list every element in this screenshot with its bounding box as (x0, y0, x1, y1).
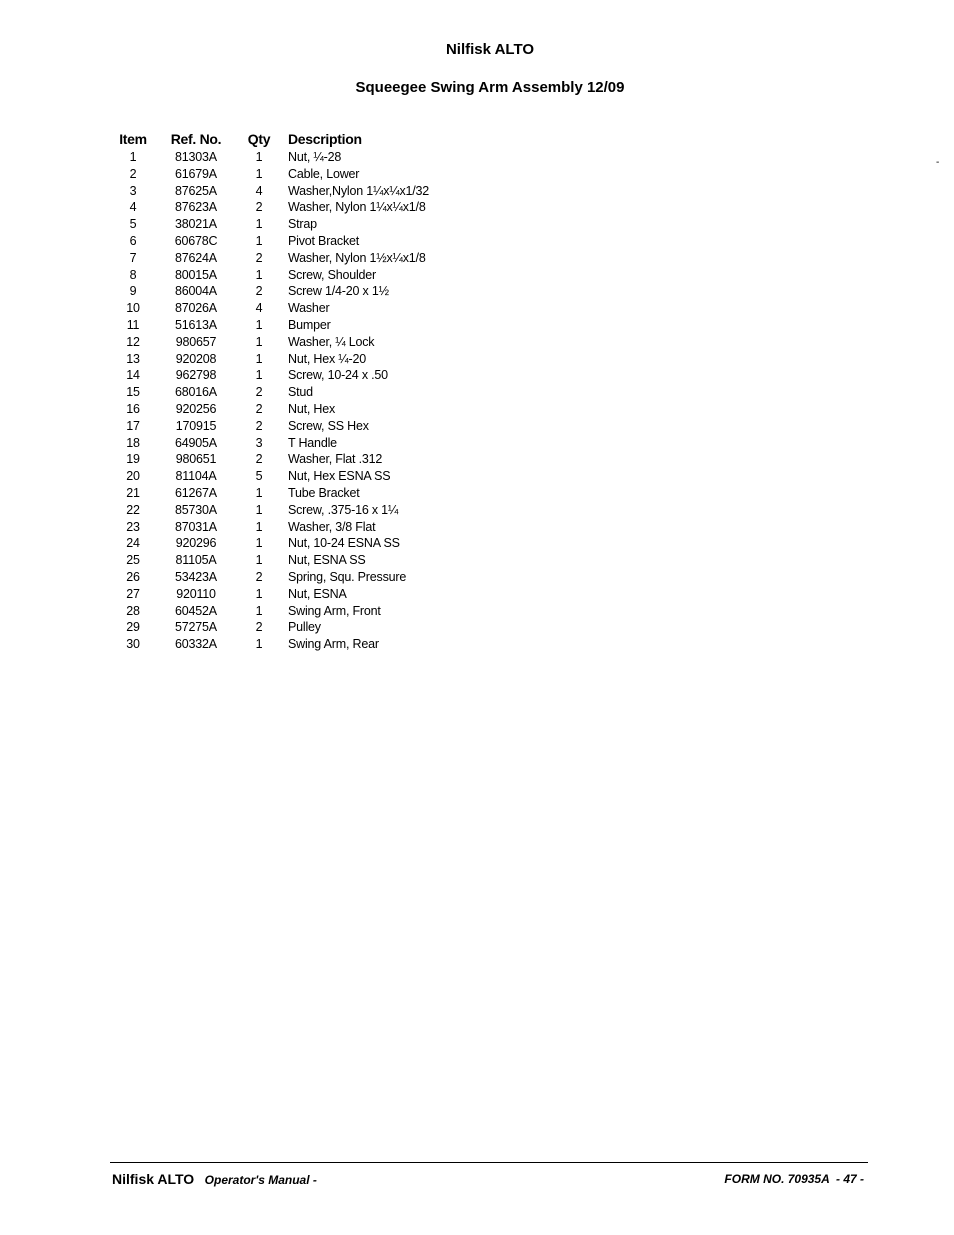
page-title: Squeegee Swing Arm Assembly 12/09 (355, 79, 625, 96)
cell-ref-no: 87624A (175, 250, 217, 265)
cell-description: Washer, Flat .312 (288, 452, 383, 467)
cell-item: 10 (126, 301, 140, 316)
table-row (110, 552, 548, 569)
footer-form-number: FORM NO. 70935A - 47 - (724, 1172, 864, 1186)
table-row (110, 367, 548, 384)
cell-description: Screw, Shoulder (288, 267, 377, 282)
cell-description: Nut, Hex ¼-20 (288, 351, 366, 366)
cell-ref-no: 81104A (175, 469, 217, 484)
cell-description: Washer, Nylon 1¼x¼x1/8 (288, 200, 426, 215)
cell-ref-no: 87625A (175, 183, 217, 198)
column-header-item: Item (119, 131, 147, 147)
cell-description: Washer (288, 301, 330, 316)
cell-qty: 3 (255, 435, 263, 450)
cell-item: 17 (126, 418, 140, 433)
cell-ref-no: 38021A (175, 217, 217, 232)
cell-item: 2 (129, 166, 137, 181)
table-row (110, 216, 548, 233)
cell-description: Pivot Bracket (288, 233, 360, 248)
cell-description: Washer,Nylon 1¼x¼x1/32 (288, 183, 430, 198)
cell-description: Screw, SS Hex (288, 418, 369, 433)
cell-item: 18 (126, 435, 140, 450)
table-row (110, 468, 548, 485)
table-row (110, 283, 548, 300)
table-row (110, 250, 548, 267)
cell-ref-no: 60452A (175, 603, 217, 618)
table-row (110, 233, 548, 250)
parts-table-header (110, 129, 548, 149)
cell-description: Screw, 10-24 x .50 (288, 368, 388, 383)
cell-ref-no: 81303A (175, 150, 217, 164)
column-header-ref-no: Ref. No. (170, 131, 222, 147)
cell-item: 1 (129, 150, 137, 164)
cell-qty: 1 (255, 267, 263, 282)
table-row (110, 535, 548, 552)
cell-description: Washer, Nylon 1½x¼x1/8 (288, 250, 426, 265)
cell-ref-no: 64905A (175, 435, 217, 450)
table-row (110, 166, 548, 183)
table-row (110, 485, 548, 502)
cell-item: 14 (126, 368, 140, 383)
cell-qty: 1 (255, 334, 263, 349)
cell-item: 15 (126, 385, 140, 400)
table-row (110, 603, 548, 620)
cell-item: 7 (129, 250, 137, 265)
cell-qty: 2 (255, 569, 263, 584)
cell-description: Tube Bracket (288, 485, 360, 500)
cell-description: Screw, .375-16 x 1¼ (288, 502, 399, 517)
cell-qty: 5 (255, 469, 263, 484)
table-row (110, 199, 548, 216)
cell-qty: 2 (255, 250, 263, 265)
table-row (110, 317, 548, 334)
cell-ref-no: 85730A (175, 502, 217, 517)
cell-item: 28 (126, 603, 140, 618)
cell-item: 8 (129, 267, 137, 282)
table-row (110, 149, 548, 166)
cell-ref-no: 57275A (175, 620, 217, 635)
header-row (110, 129, 548, 149)
cell-description: T Handle (288, 435, 337, 450)
cell-ref-no: 980657 (175, 334, 217, 349)
cell-ref-no: 51613A (175, 317, 217, 332)
cell-description: Nut, Hex (288, 401, 336, 416)
cell-description: Washer, 3/8 Flat (288, 519, 376, 534)
cell-ref-no: 53423A (175, 569, 217, 584)
cell-ref-no: 81105A (175, 553, 217, 568)
cell-qty: 2 (255, 385, 263, 400)
cell-ref-no: 61267A (175, 485, 217, 500)
cell-description: Bumper (288, 317, 331, 332)
cell-qty: 2 (255, 418, 263, 433)
parts-table (110, 129, 548, 653)
cell-ref-no: 170915 (175, 418, 217, 433)
cell-item: 22 (126, 502, 140, 517)
cell-ref-no: 86004A (175, 284, 217, 299)
cell-item: 29 (126, 620, 140, 635)
cell-item: 12 (126, 334, 140, 349)
cell-qty: 2 (255, 401, 263, 416)
cell-qty: 1 (255, 150, 263, 164)
cell-ref-no: 87026A (175, 301, 217, 316)
cell-ref-no: 980651 (175, 452, 217, 467)
table-row (110, 435, 548, 452)
table-row (110, 519, 548, 536)
cell-description: Swing Arm, Rear (288, 637, 379, 652)
table-row (110, 636, 548, 653)
table-row (110, 401, 548, 418)
column-header-description: Description (288, 131, 362, 147)
table-row (110, 502, 548, 519)
cell-description: Strap (288, 217, 317, 232)
table-row (110, 300, 548, 317)
cell-qty: 4 (255, 301, 263, 316)
cell-item: 5 (129, 217, 137, 232)
table-row (110, 569, 548, 586)
cell-item: 6 (129, 233, 137, 248)
table-row (110, 334, 548, 351)
cell-item: 11 (126, 317, 140, 332)
cell-qty: 2 (255, 284, 263, 299)
cell-qty: 1 (255, 351, 263, 366)
cell-item: 27 (126, 586, 140, 601)
cell-item: 4 (129, 200, 137, 215)
cell-qty: 1 (255, 233, 263, 248)
cell-ref-no: 80015A (175, 267, 217, 282)
cell-qty: 1 (255, 553, 263, 568)
cell-item: 25 (126, 553, 140, 568)
stray-mark: - (936, 157, 940, 168)
cell-qty: 1 (255, 586, 263, 601)
table-row (110, 384, 548, 401)
cell-ref-no: 60678C (174, 233, 218, 248)
cell-description: Screw 1/4-20 x 1½ (288, 284, 389, 299)
cell-ref-no: 60332A (175, 637, 217, 652)
cell-description: Swing Arm, Front (288, 603, 381, 618)
cell-ref-no: 68016A (175, 385, 217, 400)
cell-item: 3 (129, 183, 137, 198)
cell-item: 19 (126, 452, 140, 467)
table-row (110, 267, 548, 284)
cell-qty: 1 (255, 536, 263, 551)
cell-item: 21 (126, 485, 140, 500)
cell-qty: 1 (255, 317, 263, 332)
cell-qty: 1 (255, 166, 263, 181)
cell-description: Nut, ESNA SS (288, 553, 366, 568)
cell-qty: 2 (255, 620, 263, 635)
cell-ref-no: 962798 (175, 368, 217, 383)
table-row (110, 418, 548, 435)
cell-description: Washer, ¼ Lock (288, 334, 375, 349)
cell-description: Cable, Lower (288, 166, 360, 181)
cell-description: Nut, ¼-28 (288, 150, 342, 164)
cell-description: Stud (288, 385, 313, 400)
footer-divider (110, 1162, 868, 1163)
cell-item: 30 (126, 637, 140, 652)
cell-item: 23 (126, 519, 140, 534)
cell-qty: 1 (255, 485, 263, 500)
cell-description: Nut, ESNA (288, 586, 347, 601)
header-brand: Nilfisk ALTO (445, 41, 535, 58)
cell-item: 24 (126, 536, 140, 551)
cell-item: 26 (126, 569, 140, 584)
cell-item: 9 (129, 284, 137, 299)
cell-description: Nut, 10-24 ESNA SS (288, 536, 400, 551)
cell-item: 13 (126, 351, 140, 366)
cell-qty: 2 (255, 200, 263, 215)
footer-brand: Nilfisk ALTO (112, 1171, 195, 1187)
cell-ref-no: 87623A (175, 200, 217, 215)
cell-qty: 1 (255, 368, 263, 383)
cell-qty: 1 (255, 603, 263, 618)
table-row (110, 451, 548, 468)
cell-description: Pulley (288, 620, 321, 635)
cell-ref-no: 920256 (175, 401, 217, 416)
cell-ref-no: 920296 (175, 536, 217, 551)
cell-qty: 1 (255, 637, 263, 652)
table-row (110, 586, 548, 603)
cell-item: 16 (126, 401, 140, 416)
cell-description: Spring, Squ. Pressure (288, 569, 407, 584)
table-row (110, 351, 548, 368)
parts-table-body (110, 149, 548, 653)
cell-ref-no: 87031A (175, 519, 217, 534)
footer-manual-label: Operator's Manual - (204, 1173, 317, 1187)
cell-qty: 1 (255, 217, 263, 232)
cell-qty: 4 (255, 183, 263, 198)
cell-qty: 1 (255, 519, 263, 534)
cell-ref-no: 61679A (175, 166, 217, 181)
cell-description: Nut, Hex ESNA SS (288, 469, 391, 484)
column-header-qty: Qty (247, 131, 271, 147)
cell-qty: 1 (255, 502, 263, 517)
cell-ref-no: 920110 (176, 586, 216, 601)
table-row (110, 619, 548, 636)
table-row (110, 183, 548, 200)
cell-ref-no: 920208 (175, 351, 217, 366)
cell-item: 20 (126, 469, 140, 484)
footer-left (112, 1171, 317, 1189)
cell-qty: 2 (255, 452, 263, 467)
